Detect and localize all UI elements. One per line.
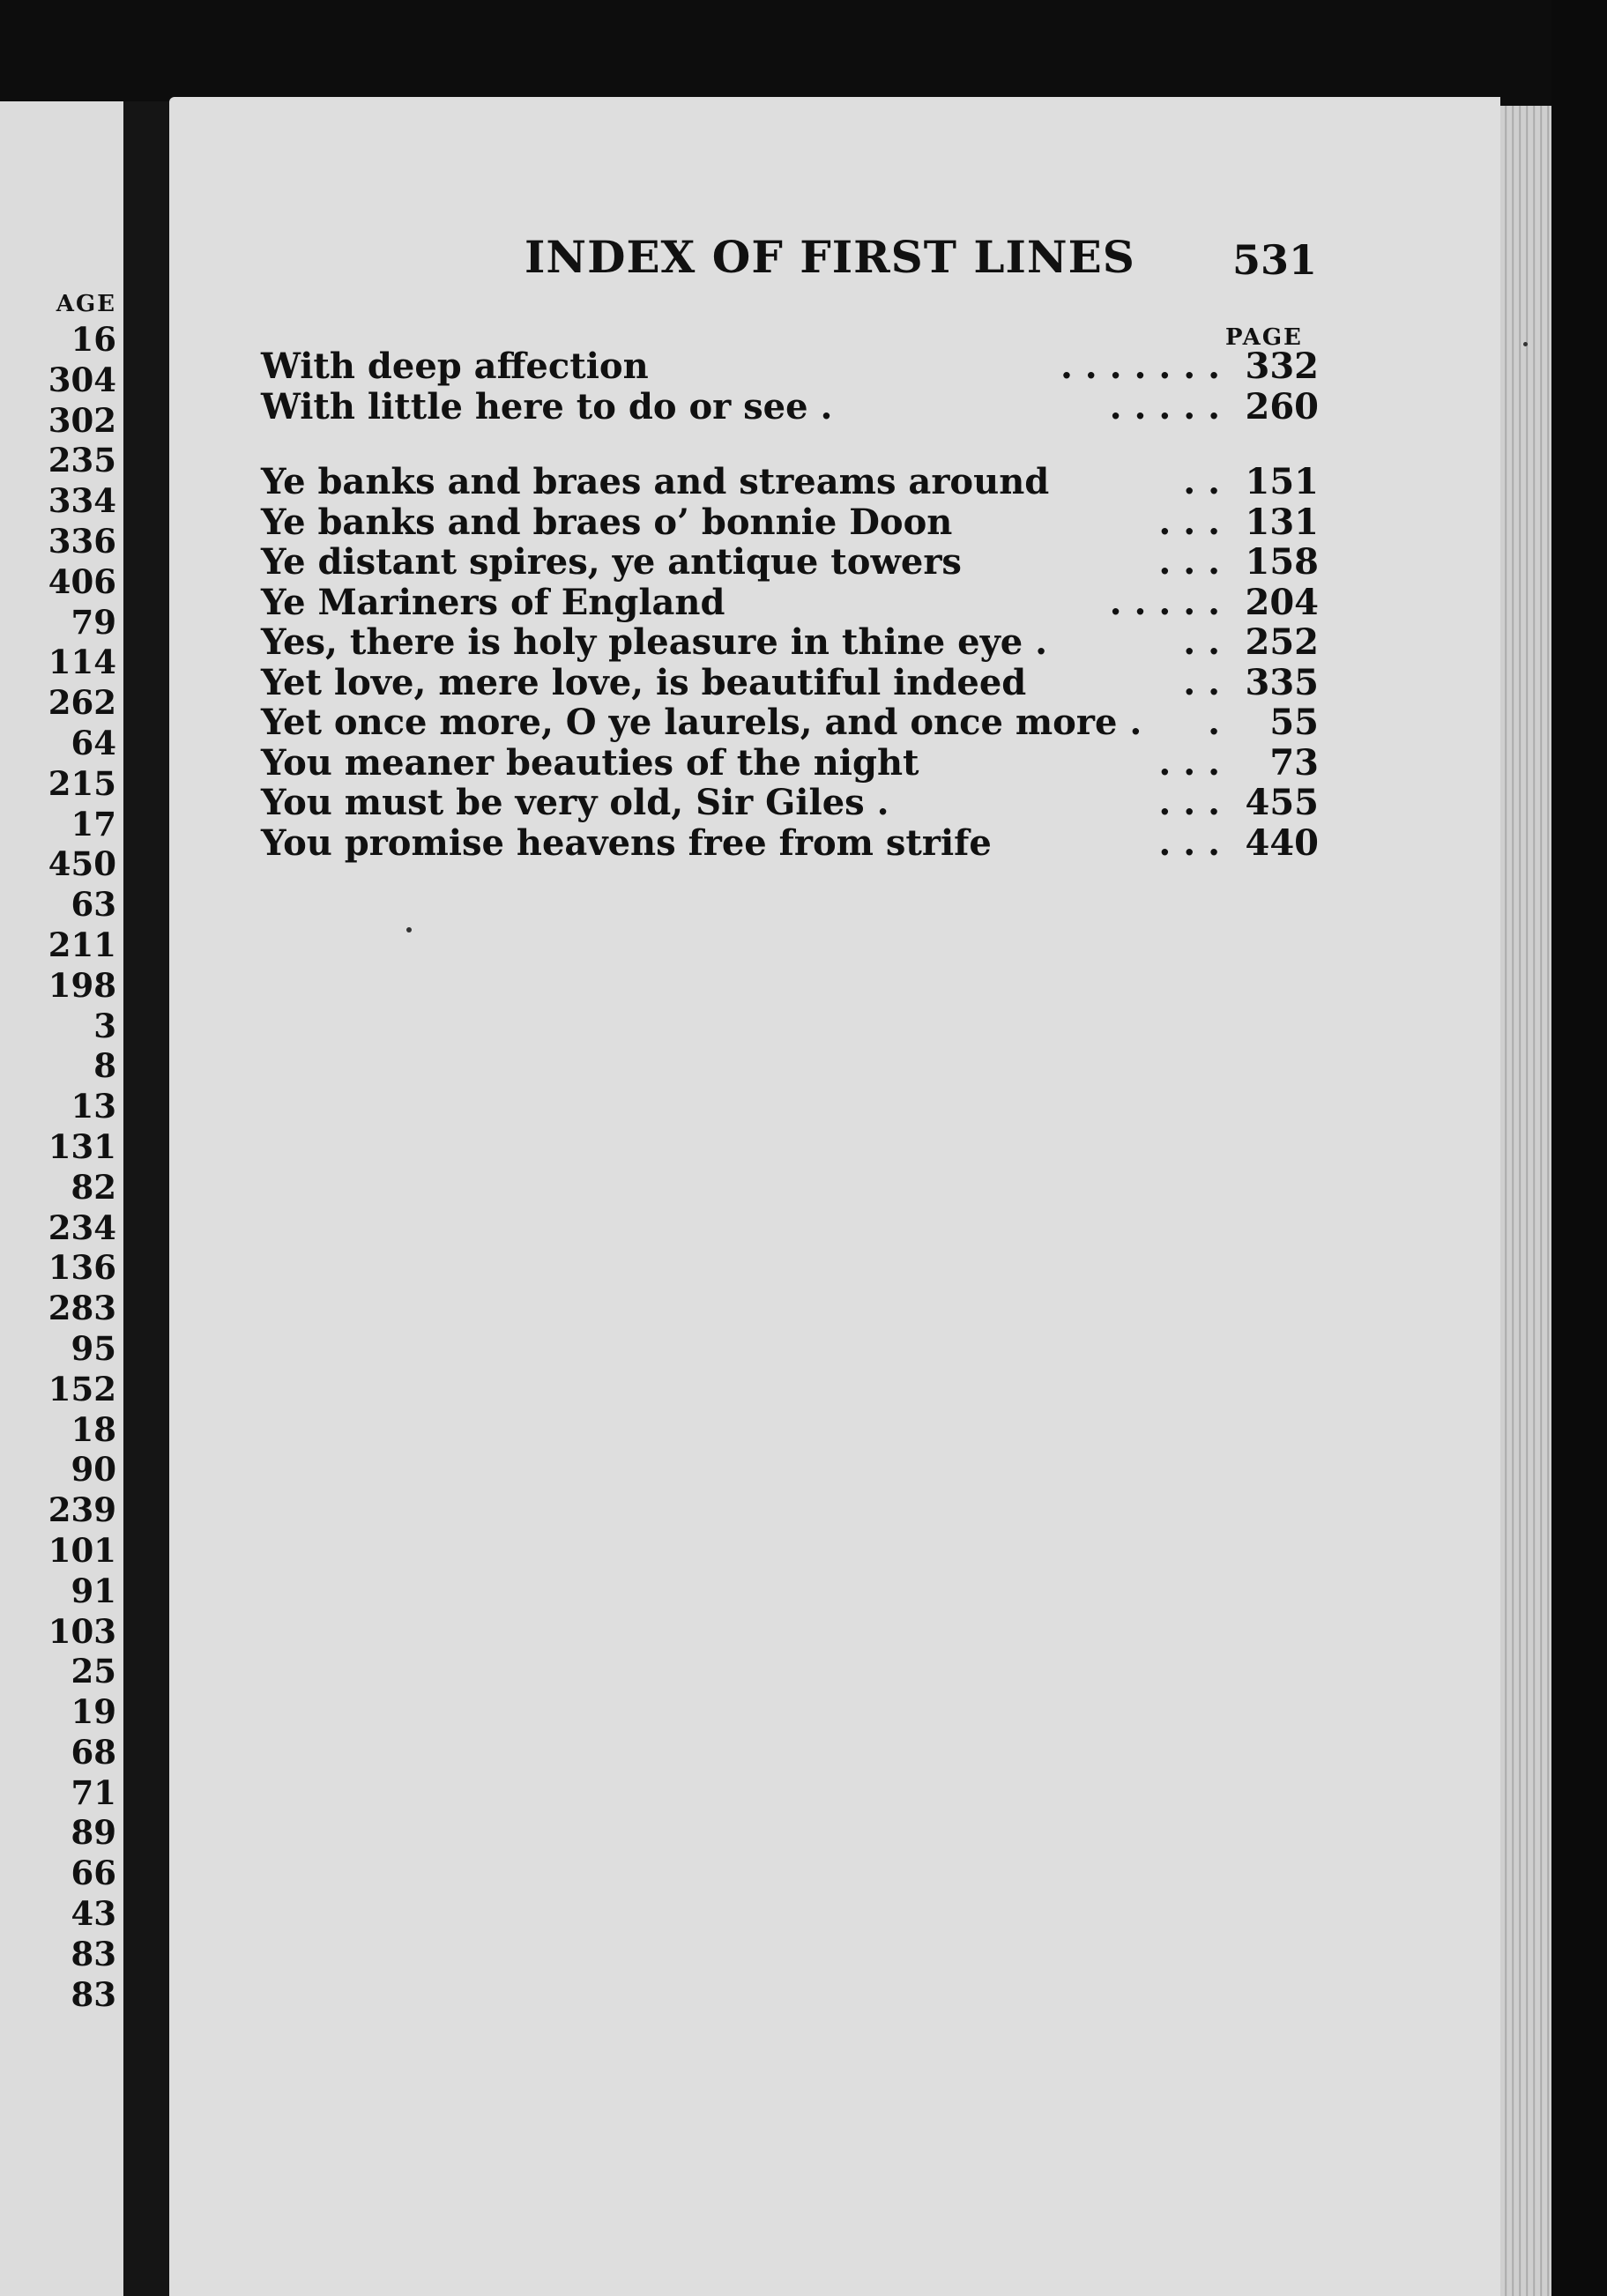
entry-page-number: 55 <box>1269 702 1319 743</box>
first-line-text: Ye banks and braes and streams around <box>261 461 1050 502</box>
left-page-number: 406 <box>48 561 116 601</box>
first-line-text: Ye distant spires, ye antique towers <box>261 541 962 583</box>
left-page-number: 16 <box>71 320 116 359</box>
paper-speck <box>1523 342 1528 346</box>
entry-group-gap <box>261 427 1319 462</box>
left-page-number: 239 <box>48 1490 116 1530</box>
entry-page-number: 158 <box>1245 541 1319 583</box>
background-edge <box>1551 0 1607 2296</box>
left-page-number: 136 <box>48 1248 116 1288</box>
first-line-text: Yet once more, O ye laurels, and once more . <box>261 702 1142 743</box>
dot-leader: . . . <box>1158 741 1220 784</box>
entry-page-number: 440 <box>1245 821 1319 864</box>
page-title: INDEX OF FIRST LINES <box>525 231 1135 283</box>
index-entry <box>261 663 1319 703</box>
left-page-number: 91 <box>71 1571 116 1610</box>
entry-page-number: 260 <box>1245 385 1319 427</box>
index-entry <box>261 346 1319 387</box>
dot-leader: . . . <box>1158 501 1220 543</box>
entry-page-number: 252 <box>1245 621 1319 663</box>
left-page-number: 3 <box>93 1006 116 1045</box>
left-page-number: 334 <box>48 481 116 521</box>
first-line-text: Yet love, mere love, is beautiful indeed <box>261 661 1027 703</box>
index-entry <box>261 622 1319 663</box>
index-entry <box>261 462 1319 502</box>
dot-leader: . . . <box>1158 821 1220 864</box>
index-entry <box>261 823 1319 864</box>
left-page-number: 336 <box>48 521 116 561</box>
entry-page-number: 151 <box>1245 461 1319 502</box>
left-page-number: 103 <box>48 1611 116 1651</box>
dot-leader: . . <box>1183 661 1220 703</box>
first-line-text: With little here to do or see . <box>261 385 833 427</box>
left-page-number: 83 <box>71 1974 116 2014</box>
dot-leader: . . <box>1183 621 1220 663</box>
index-entry <box>261 783 1319 823</box>
left-page-number: 43 <box>71 1894 116 1934</box>
left-page-number: 68 <box>71 1732 116 1772</box>
index-entry <box>261 542 1319 583</box>
left-page-number: 95 <box>71 1328 116 1368</box>
left-page-number: 131 <box>48 1126 116 1166</box>
dot-leader: . . . <box>1158 782 1220 823</box>
left-page-number: 90 <box>71 1450 116 1490</box>
left-page-number: 215 <box>48 763 116 803</box>
left-page-number: 114 <box>48 643 116 682</box>
left-page-number: 83 <box>71 1934 116 1973</box>
dot-leader: . . . . . . . <box>1060 346 1220 387</box>
left-page-number: 198 <box>48 965 116 1005</box>
entry-page-number: 204 <box>1245 581 1319 623</box>
page-edges <box>1500 106 1551 2296</box>
first-line-text: You promise heavens free from strife <box>261 821 992 864</box>
first-line-text: Ye banks and braes o’ bonnie Doon <box>261 501 953 543</box>
left-page-number: 82 <box>71 1167 116 1207</box>
left-page-number: 19 <box>71 1692 116 1732</box>
entry-page-number: 73 <box>1269 741 1319 784</box>
index-entry <box>261 387 1319 427</box>
first-line-text: Yes, there is holy pleasure in thine eye . <box>261 621 1048 663</box>
left-page-header: AGE <box>56 291 116 317</box>
dot-leader: . . <box>1183 461 1220 502</box>
dot-leader: . . . . . <box>1109 581 1220 623</box>
page-column-header: PAGE <box>1225 324 1303 351</box>
left-page-number: 302 <box>48 400 116 440</box>
left-facing-page <box>0 101 123 2296</box>
page-number: 531 <box>1232 236 1318 284</box>
left-page-number-column <box>48 288 116 2015</box>
left-page-number: 450 <box>48 844 116 884</box>
index-entry <box>261 583 1319 623</box>
left-page-number: 18 <box>71 1409 116 1449</box>
left-page-number: 283 <box>48 1289 116 1328</box>
left-page-number: 25 <box>71 1652 116 1691</box>
left-page-number: 101 <box>48 1530 116 1570</box>
paper-speck <box>406 927 412 933</box>
left-page-number: 262 <box>48 683 116 723</box>
entry-page-number: 131 <box>1245 501 1319 543</box>
first-line-text: With deep affection <box>261 346 649 387</box>
left-page-number: 235 <box>48 441 116 480</box>
index-entry <box>261 702 1319 743</box>
entry-page-number: 335 <box>1245 661 1319 703</box>
left-page-number: 234 <box>48 1207 116 1247</box>
index-entry <box>261 743 1319 784</box>
left-page-number: 63 <box>71 885 116 925</box>
entry-page-number: 332 <box>1245 346 1319 387</box>
left-page-number: 211 <box>48 925 116 964</box>
first-line-text: You must be very old, Sir Giles . <box>261 782 889 823</box>
left-page-number: 64 <box>71 723 116 762</box>
index-entries-list <box>261 346 1319 863</box>
dot-leader: . <box>1208 702 1220 743</box>
left-page-number: 66 <box>71 1854 116 1893</box>
left-page-number: 17 <box>71 804 116 843</box>
book-gutter <box>123 101 169 2296</box>
first-line-text: You meaner beauties of the night <box>261 741 919 784</box>
left-page-number: 152 <box>48 1369 116 1408</box>
left-page-number: 304 <box>48 360 116 399</box>
first-line-text: Ye Mariners of England <box>261 581 725 623</box>
left-page-number: 13 <box>71 1087 116 1126</box>
left-page-number: 89 <box>71 1813 116 1853</box>
left-page-number: 8 <box>93 1046 116 1086</box>
left-page-number: 79 <box>71 602 116 642</box>
entry-page-number: 455 <box>1245 782 1319 823</box>
dot-leader: . . . <box>1158 541 1220 583</box>
left-page-number: 71 <box>71 1772 116 1812</box>
dot-leader: . . . . . <box>1109 385 1220 427</box>
index-entry <box>261 502 1319 543</box>
